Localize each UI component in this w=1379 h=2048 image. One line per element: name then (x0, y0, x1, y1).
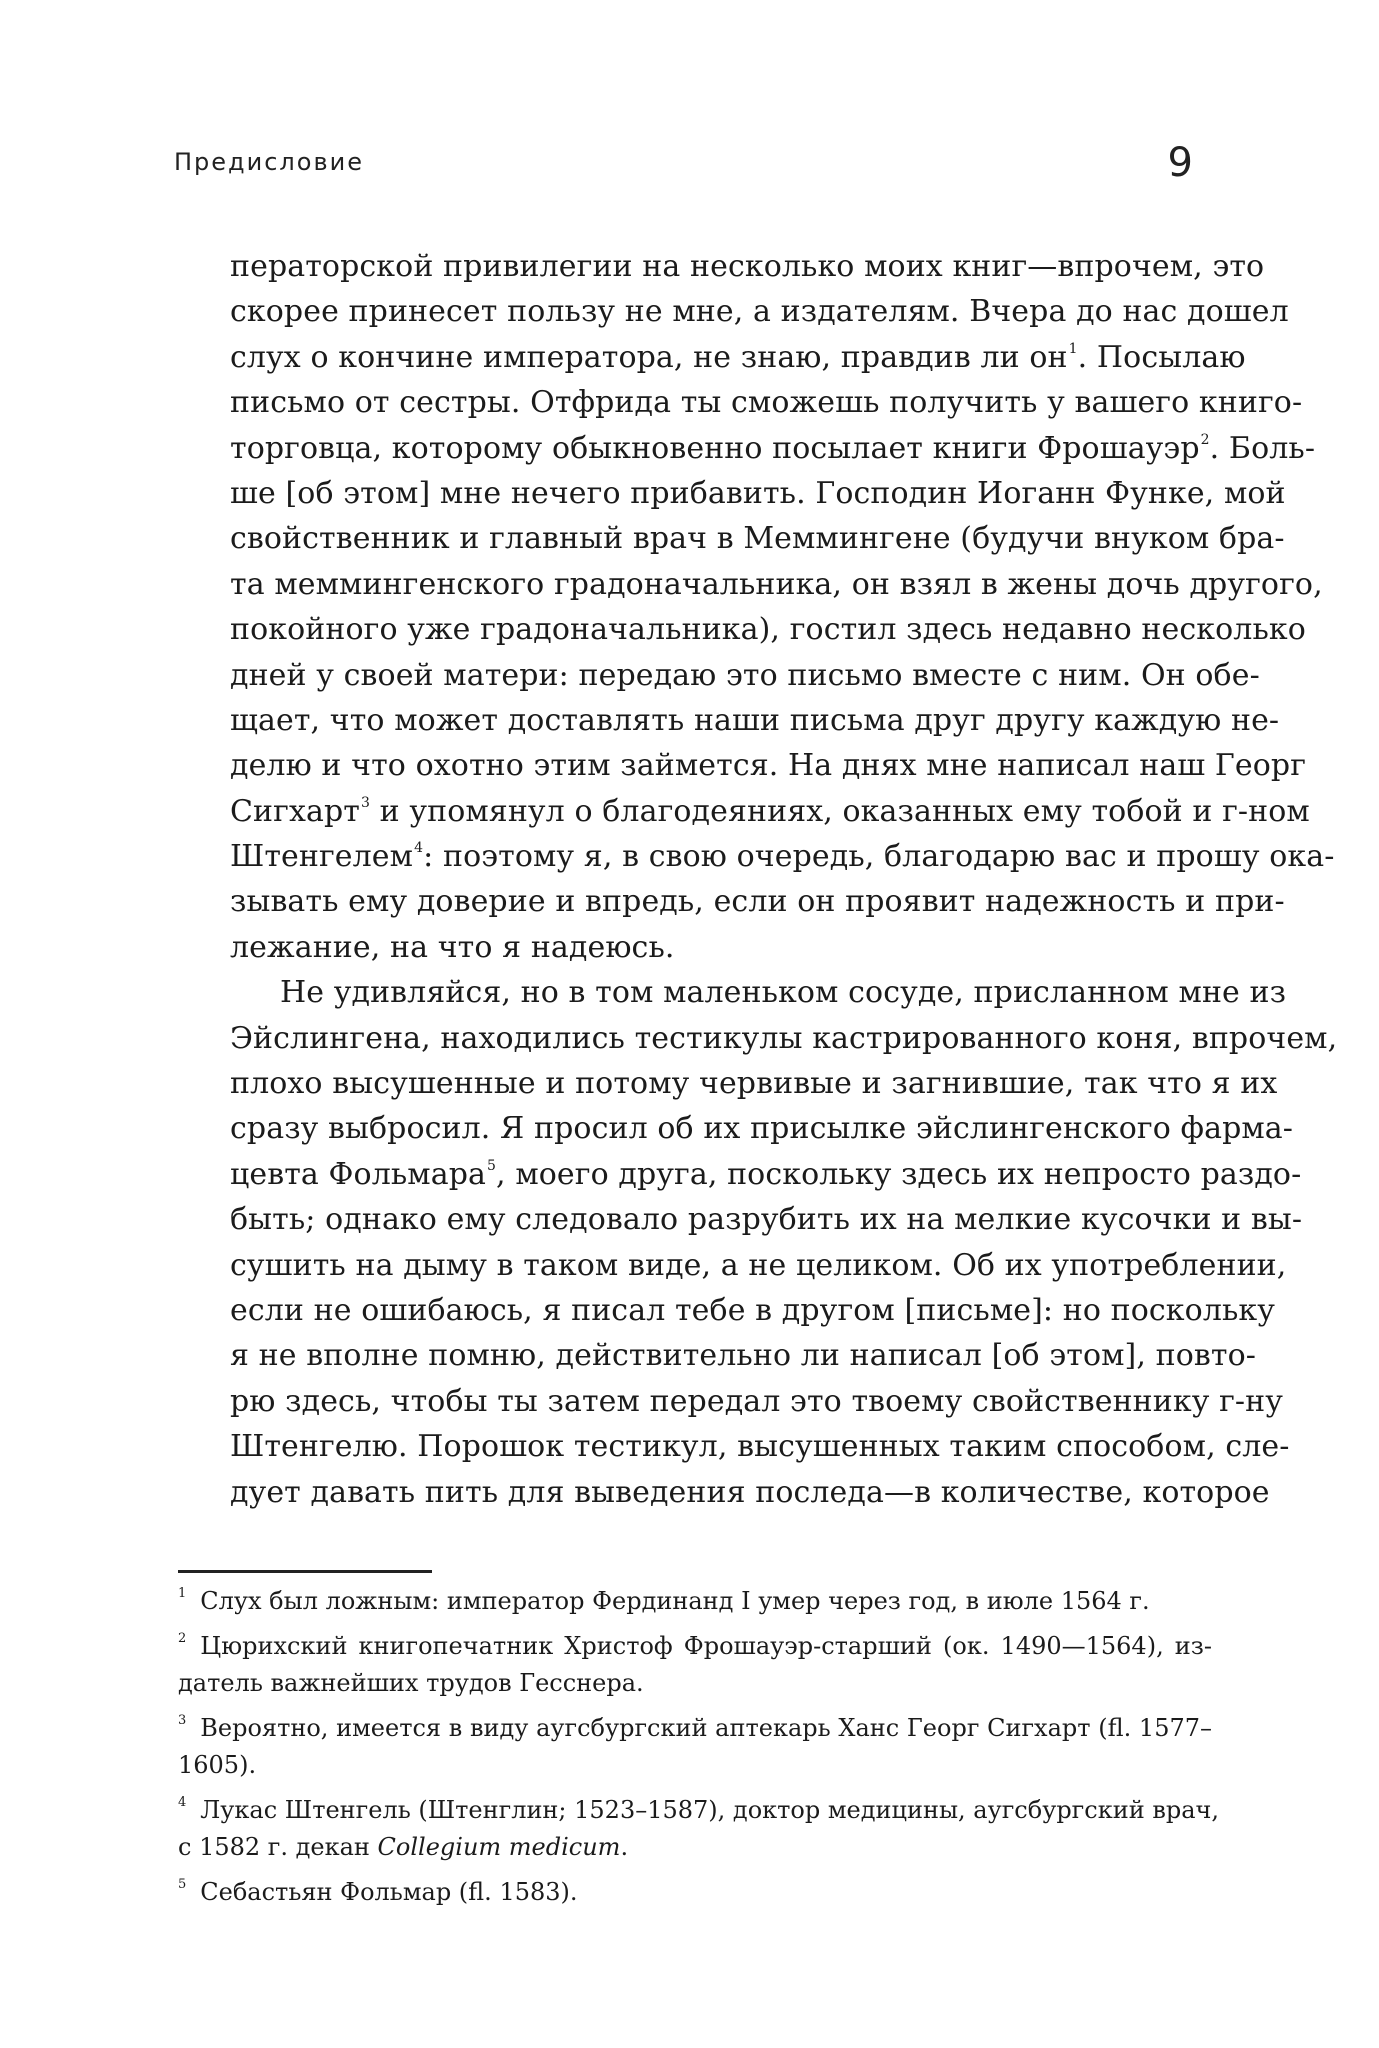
text-line: слух о кончине императора, не знаю, правдив ли он$^1$. Посылаю (230, 339, 1246, 375)
text-line: Эйслингена, находились тестикулы кастрированного коня, впрочем, (230, 1020, 1338, 1056)
footnote-text: датель важнейших трудов Гесснера. (178, 1669, 644, 1697)
text-line: рю здесь, чтобы ты затем передал это твоему свойственнику г-ну (230, 1383, 1283, 1419)
running-header-section-title: Предисловие (174, 148, 364, 176)
text-line: я не вполне помню, действительно ли написал [об этом], повто- (230, 1338, 1256, 1374)
text-line: ше [об этом] мне нечего прибавить. Господин Иоганн Функе, мой (230, 475, 1286, 511)
footnote-ref-4[interactable]: 4 (414, 840, 424, 857)
text-line: та меммингенского градоначальника, он взял в жены дочь другого, (230, 566, 1323, 602)
footnote-text: Слух был ложным: император Фердинанд I умер через год, в июле 1564 г. (200, 1587, 1150, 1615)
text-line: дней у своей матери: передаю это письмо вместе с ним. Он обе- (230, 657, 1260, 693)
footnote-text: 1605). (178, 1751, 257, 1779)
footnote-text: Лукас Штенгель (Штенглин; 1523–1587), доктор медицины, аугсбургский врач, (200, 1796, 1219, 1824)
text-line: плохо высушенные и потому червивые и загнившие, так что я их (230, 1066, 1278, 1102)
text-line: письмо от сестры. Отфрида ты сможешь получить у вашего книго- (230, 385, 1303, 421)
text-line: лежание, на что я надеюсь. (230, 929, 675, 965)
text-line: цевта Фольмара$^5$, моего друга, поскольку здесь их непросто раздо- (230, 1156, 1302, 1192)
text-line: дует давать пить для выведения последа—в количестве, которое (230, 1474, 1270, 1510)
italic-term: Collegium medicum (377, 1833, 621, 1861)
footnote-2 (178, 1628, 1212, 1702)
footnote-4 (178, 1792, 1219, 1866)
text-line: Сигхарт$^3$ и упомянул о благодеяниях, оказанных ему тобой и г-ном (230, 793, 1310, 829)
text-line: Штенгелем$^4$: поэтому я, в свою очередь, благодарю вас и прошу ока- (230, 839, 1335, 875)
footnote-number: 4 (178, 1795, 187, 1810)
text-line: щает, что может доставлять наши письма друг другу каждую не- (230, 702, 1280, 738)
footnote-text: с 1582 г. декан Collegium medicum. (178, 1833, 629, 1861)
text-line: если не ошибаюсь, я писал тебе в другом [письме]: но поскольку (230, 1292, 1276, 1328)
text-line: делю и что охотно этим займется. На днях мне написал наш Георг (230, 748, 1307, 784)
footnote-ref-3[interactable]: 3 (360, 794, 370, 811)
text-line: сразу выбросил. Я просил об их присылке эйслингенского фарма- (230, 1111, 1294, 1147)
footnote-number: 1 (178, 1586, 187, 1601)
text-line: торговца, которому обыкновенно посылает книги Фрошауэр$^2$. Боль- (230, 430, 1316, 466)
text-line: покойного уже градоначальника), гостил здесь недавно несколько (230, 612, 1306, 648)
footnote-3 (178, 1710, 1212, 1784)
footnote-ref-1[interactable]: 1 (1068, 340, 1078, 357)
text-line: скорее принесет пользу не мне, а издателям. Вчера до нас дошел (230, 294, 1289, 330)
footnote-ref-2[interactable]: 2 (1200, 431, 1210, 448)
text-line: быть; однако ему следовало разрубить их на мелкие кусочки и вы- (230, 1202, 1303, 1238)
footnote-text: Себастьян Фольмар (fl. 1583). (200, 1878, 578, 1906)
footnote-number: 5 (178, 1877, 187, 1892)
footnote-number: 3 (178, 1713, 187, 1728)
main-text (230, 244, 1338, 1515)
footnote-text: Цюрихский книгопечатник Христоф Фрошауэр-старший (ок. 1490—1564), из- (200, 1632, 1212, 1660)
page-number: 9 (1167, 140, 1193, 186)
footnote-number: 2 (178, 1631, 187, 1646)
footnote-ref-5[interactable]: 5 (487, 1157, 497, 1174)
text-line: свойственник и главный врач в Меммингене (будучи внуком бра- (230, 521, 1285, 557)
text-line: Штенгелю. Порошок тестикул, высушенных таким способом, сле- (230, 1429, 1290, 1465)
footnote-1 (178, 1583, 1212, 1620)
text-line: Не удивляйся, но в том маленьком сосуде, присланном мне из (280, 975, 1287, 1011)
footnotes (178, 1583, 1219, 1919)
footnote-divider (178, 1570, 432, 1573)
footnote-text: Вероятно, имеется в виду аугсбургский аптекарь Ханс Георг Сигхарт (fl. 1577– (200, 1714, 1212, 1742)
text-line: сушить на дыму в таком виде, а не целиком. Об их употреблении, (230, 1247, 1287, 1283)
text-line: зывать ему доверие и впредь, если он проявит надежность и при- (230, 884, 1285, 920)
text-line: ператорской привилегии на несколько моих книг—впрочем, это (230, 249, 1265, 284)
footnote-5 (178, 1874, 1212, 1911)
